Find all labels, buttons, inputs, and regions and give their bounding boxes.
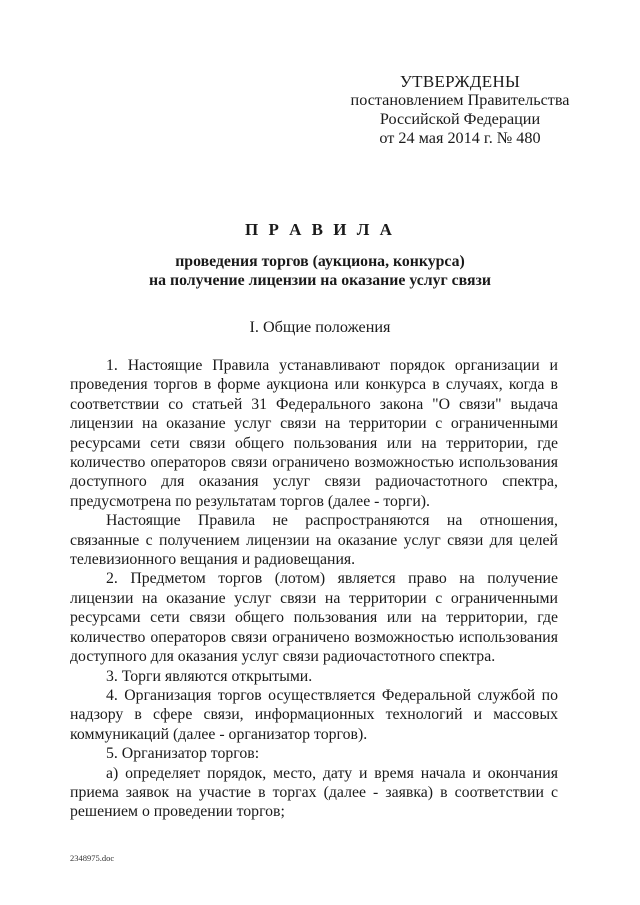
file-code: 2348975.doc xyxy=(70,853,115,863)
paragraph-3: 3. Торги являются открытыми. xyxy=(106,667,313,685)
document-subtitle-line-1: проведения торгов (аукциона, конкурса) xyxy=(175,253,465,270)
section-heading: I. Общие положения xyxy=(249,318,391,336)
paragraph-1: 1. Настоящие Правила устанавливают порядок организации и проведения торгов в форме аукциона или конкурса в случаях, когда в соответствии со статьей 31 Федерального закона "О связи" выдача лицензии на оказание услуг связи на территории с ограниченными ресурсами сети связи общего пользования или на территории, где количество операторов связи ограничено возможностью использования доступного для оказания услуг связи радиочастотного спектра, предусмотрена по результатам торгов (далее - торги). xyxy=(70,357,558,510)
approval-stamp xyxy=(342,72,578,148)
approval-heading: УТВЕРЖДЕНЫ xyxy=(399,72,521,91)
document-subtitle-line-2: на получение лицензии на оказание услуг связи xyxy=(149,272,491,289)
approval-line-1: постановлением Правительства xyxy=(350,91,570,109)
document-title: П Р А В И Л А xyxy=(245,220,395,239)
paragraph-1-note: Настоящие Правила не распространяются на отношения, связанные с получением лицензии на оказание услуг связи для целей телевизионного вещания и радиовещания. xyxy=(70,512,558,569)
approval-line-2: Российской Федерации xyxy=(379,110,541,128)
document-subtitle xyxy=(70,252,570,290)
paragraph-5a: а) определяет порядок, место, дату и время начала и окончания приема заявок на участие в торгах (далее - заявка) в соответствии с решением о проведении торгов; xyxy=(70,764,558,821)
paragraph-4: 4. Организация торгов осуществляется Федеральной службой по надзору в сфере связи, информационных технологий и массовых коммуникаций (далее - организатор торгов). xyxy=(70,686,558,743)
approval-line-3: от 24 мая 2014 г. № 480 xyxy=(379,129,541,147)
paragraph-5: 5. Организатор торгов: xyxy=(106,745,260,763)
document-title-block xyxy=(70,220,570,290)
paragraph-2: 2. Предметом торгов (лотом) является право на получение лицензии на оказание услуг связи на территории с ограниченными ресурсами сети связи общего пользования или на территории, где количество операторов связи ограничено возможностью использования доступного для оказания услуг связи радиочастотного спектра. xyxy=(70,570,558,666)
document-body xyxy=(70,356,558,822)
